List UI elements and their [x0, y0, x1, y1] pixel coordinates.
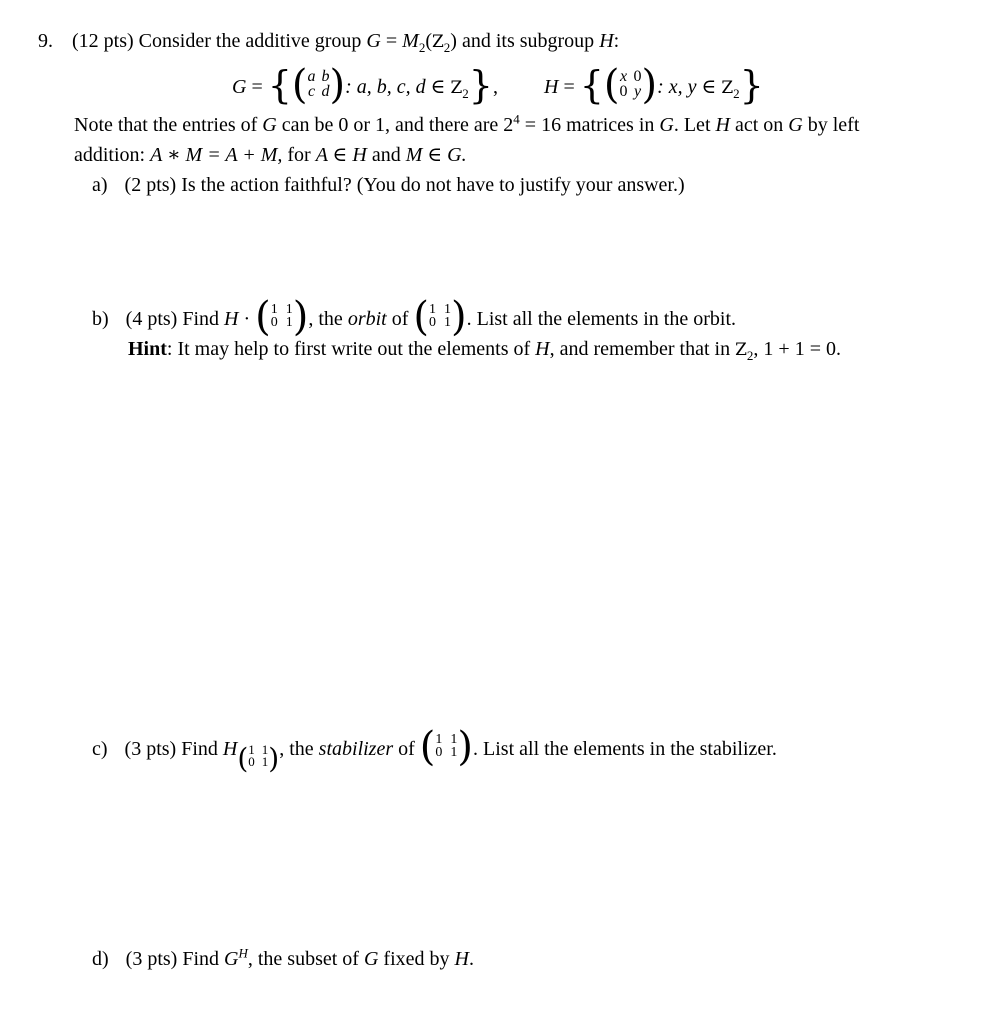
group-definitions: G = {( a b c d ): a, b, c, d ∈ $Z_2$}, H = {( x 0 0 y ): x, y ∈ $Z_2$}: [232, 62, 764, 108]
part-c: c) (3 pts) Find H( 1 1 0 1 ), the stabilizer of ( 1 1 0 1 ). List all the elements in the stabilizer.: [92, 724, 777, 775]
and-subgroup-text: and its subgroup: [461, 30, 595, 52]
problem-number: 9.: [38, 30, 53, 52]
part-a-label: a): [92, 174, 108, 196]
part-a-text: Is the action faithful? (You do not have to justify your answer.): [181, 174, 685, 196]
note-line-2: addition: A ∗ M = A + M, for A ∈ H and M ∈ G.: [74, 144, 467, 166]
h-matrix: x 0 0 y: [619, 68, 642, 101]
part-b-hint: Hint: It may help to first write out the elements of H, and remember that in $Z_2$, 1 + 1 = 0.: [128, 338, 841, 363]
g-condition: : a, b, c, d ∈: [345, 76, 446, 98]
z-symbol: Z: [431, 32, 444, 52]
stabilizer-word: stabilizer: [318, 738, 394, 760]
note-line-1: Note that the entries of G can be 0 or 1, and there are $2^4 = 16$ matrices in G. Let H act on G by left: [74, 111, 860, 136]
hint-label: Hint: [128, 338, 167, 360]
part-c-label: c): [92, 738, 108, 760]
orbit-word: orbit: [347, 308, 387, 330]
stabilizer-subscript: ( 1 1 0 1 ): [237, 742, 280, 775]
g-symbol: G: [366, 30, 381, 52]
h-def-label: H: [543, 76, 559, 98]
problem-points: (12 pts): [72, 30, 134, 52]
m-symbol: M: [402, 30, 419, 52]
part-d: d) (3 pts) Find $G^H$, the subset of G fixed by H.: [92, 945, 474, 970]
part-b-label: b): [92, 308, 109, 330]
problem-intro: Consider the additive group: [138, 30, 362, 52]
part-a: a) (2 pts) Is the action faithful? (You do not have to justify your answer.): [92, 174, 685, 196]
g-def-label: G: [232, 76, 247, 98]
problem-header: 9. (12 pts) Consider the additive group $G = M_2(Z_2)$ and its subgroup H:: [38, 30, 620, 55]
h-condition: : x, y ∈: [657, 76, 717, 98]
part-b: b) (4 pts) Find H · ( 1 1 0 1 ), the orbit of ( 1 1 0 1 ). List all the elements in the orbit.: [92, 294, 736, 340]
orbit-matrix: 1 1 0 1: [270, 302, 293, 331]
part-d-label: d): [92, 948, 109, 970]
g-matrix: a b c d: [307, 68, 330, 101]
h-symbol: H: [599, 30, 614, 52]
